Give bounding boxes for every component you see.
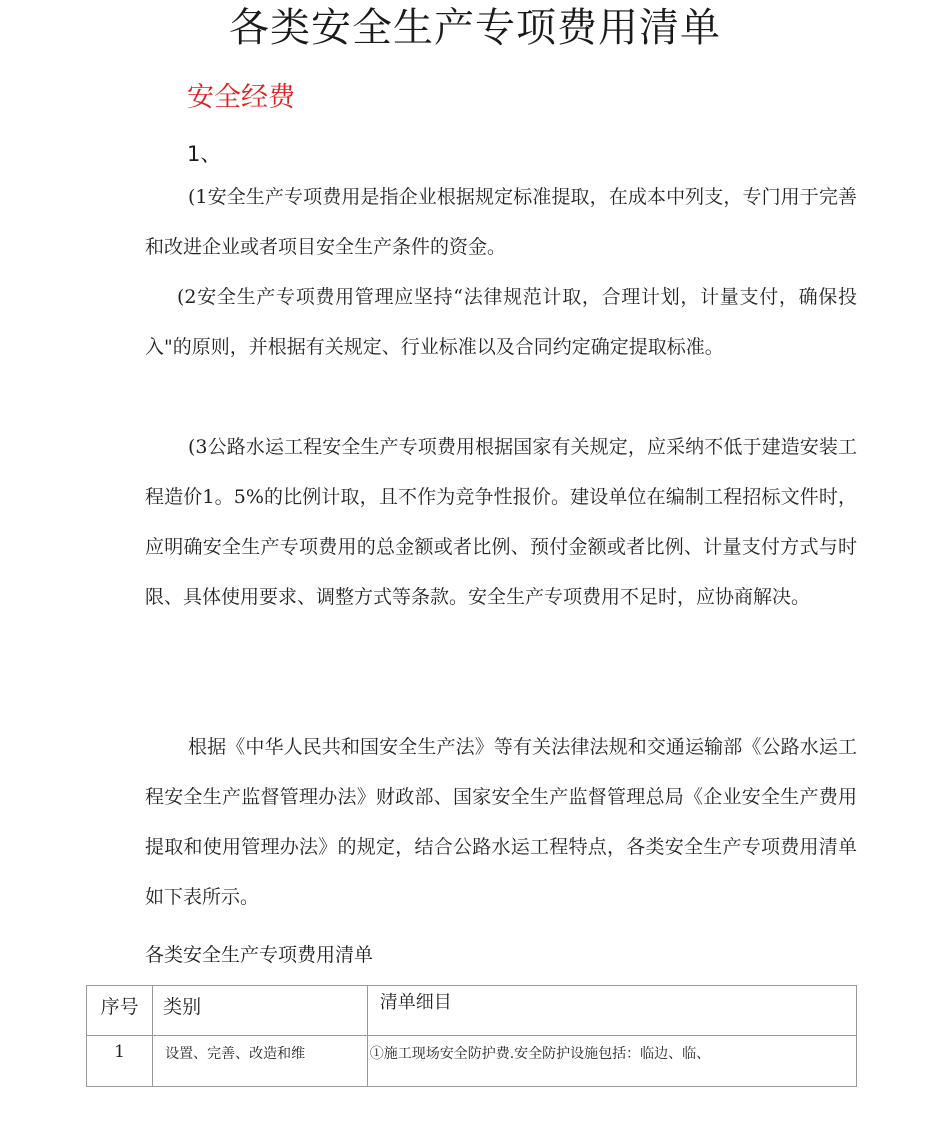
header-serial-number: 序号: [87, 986, 153, 1036]
row-detail: ①施工现场安全防护费.安全防护设施包括：临边、临、: [367, 1036, 856, 1087]
paragraph-1: (1安全生产专项费用是指企业根据规定标准提取，在成本中列支，专门用于完善和改进企业或者项目安全生产条件的资金。: [145, 186, 857, 258]
paragraph-2: (2安全生产专项费用管理应坚持“法律规范计取，合理计划，计量支付，确保投入"的原则，并根据有关规定、行业标准以及合同约定确定提取标准。: [145, 286, 857, 358]
section-heading: 安全经费: [187, 82, 295, 113]
row-category: 设置、完善、改造和维: [153, 1036, 368, 1087]
fee-table: [86, 985, 857, 1087]
paragraph-4: 根据《中华人民共和国安全生产法》等有关法律法规和交通运输部《公路水运工程安全生产监督管理办法》财政部、国家安全生产监督管理总局《企业安全生产费用提取和使用管理办法》的规定，结合公路水运工程特点，各类安全生产专项费用清单如下表所示。: [145, 736, 857, 908]
document-title: 各类安全生产专项费用清单: [229, 5, 721, 51]
row-serial-number: 1: [87, 1036, 153, 1087]
table-row: [87, 1036, 857, 1087]
header-detail: 清单细目: [367, 986, 856, 1036]
table-header-row: [87, 986, 857, 1036]
table-caption: 各类安全生产专项费用清单: [145, 944, 374, 966]
item-number: 1、: [187, 142, 222, 166]
header-category: 类别: [153, 986, 368, 1036]
paragraph-3: (3公路水运工程安全生产专项费用根据国家有关规定，应采纳不低于建造安装工程造价1。5%的比例计取，且不作为竞争性报价。建设单位在编制工程招标文件时，应明确安全生产专项费用的总金额或者比例、预付金额或者比例、计量支付方式与时限、具体使用要求、调整方式等条款。安全生产专项费用不足时，应协商解决。: [145, 436, 857, 608]
